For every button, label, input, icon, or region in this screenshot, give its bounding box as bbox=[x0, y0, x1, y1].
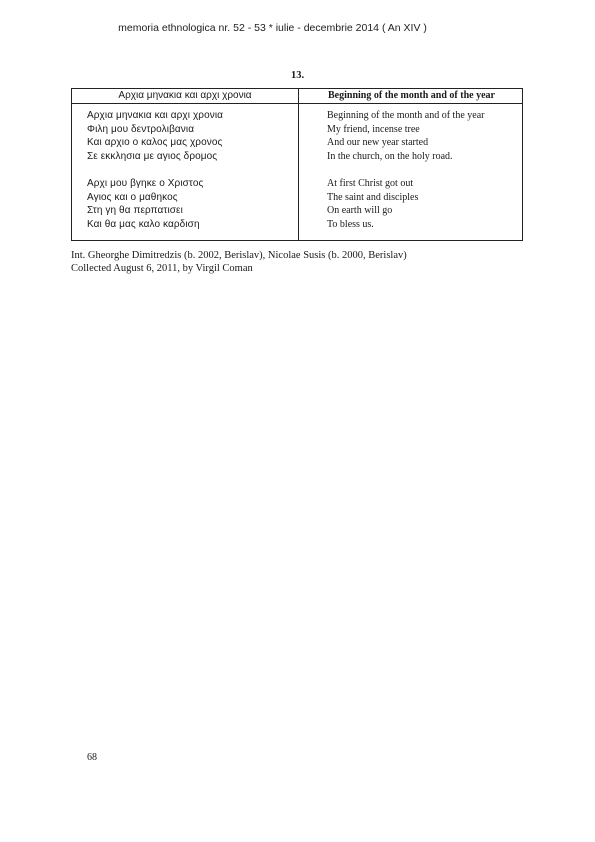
greek-line: Σε εκκλησια με αγιος δρομος bbox=[87, 150, 218, 162]
english-line: And our new year started bbox=[327, 137, 429, 148]
greek-line: Στη γη θα περπατισει bbox=[87, 205, 183, 216]
english-line: Beginning of the month and of the year bbox=[327, 110, 485, 121]
english-line: To bless us. bbox=[327, 218, 374, 230]
english-line: On earth will go bbox=[327, 205, 393, 216]
greek-line: Αγιος και ο μαθηκος bbox=[87, 191, 178, 203]
greek-line: Και αρχιο ο καλος μας χρονος bbox=[87, 137, 223, 148]
english-line: At first Christ got out bbox=[327, 178, 414, 189]
greek-column-title: Αρχια μηνακια και αρχι χρονια bbox=[118, 90, 252, 101]
page-number: 68 bbox=[87, 752, 97, 763]
english-lyrics bbox=[327, 109, 484, 231]
informants-line: Int. Gheorghe Dimitredzis (b. 2002, Berislav), Nicolae Susis (b. 2000, Berislav) bbox=[71, 250, 407, 261]
greek-lyrics bbox=[87, 109, 223, 231]
english-line: My friend, incense tree bbox=[327, 123, 420, 135]
english-line: The saint and disciples bbox=[327, 191, 419, 203]
collected-line: Collected August 6, 2011, by Virgil Coman bbox=[71, 263, 253, 274]
greek-line: Αρχια μηνακια και αρχι χρονια bbox=[87, 110, 224, 121]
song-number: 13. bbox=[290, 70, 305, 81]
song-table bbox=[71, 88, 523, 241]
header-rule bbox=[72, 103, 522, 104]
greek-line: Αρχι μου βγηκε ο Χριστος bbox=[87, 178, 204, 189]
credits bbox=[71, 249, 407, 275]
column-divider bbox=[298, 89, 299, 240]
stanza-gap bbox=[87, 163, 223, 177]
running-header: memoria ethnologica nr. 52 - 53 * iulie - decembrie 2014 ( An XIV ) bbox=[118, 22, 427, 34]
english-line: In the church, on the holy road. bbox=[327, 150, 453, 162]
greek-line: Και θα μας καλο καρδιση bbox=[87, 218, 200, 230]
stanza-gap bbox=[327, 163, 484, 177]
english-column-title: Beginning of the month and of the year bbox=[328, 90, 495, 101]
greek-line: Φιλη μου δεντρολιβανια bbox=[87, 123, 195, 135]
